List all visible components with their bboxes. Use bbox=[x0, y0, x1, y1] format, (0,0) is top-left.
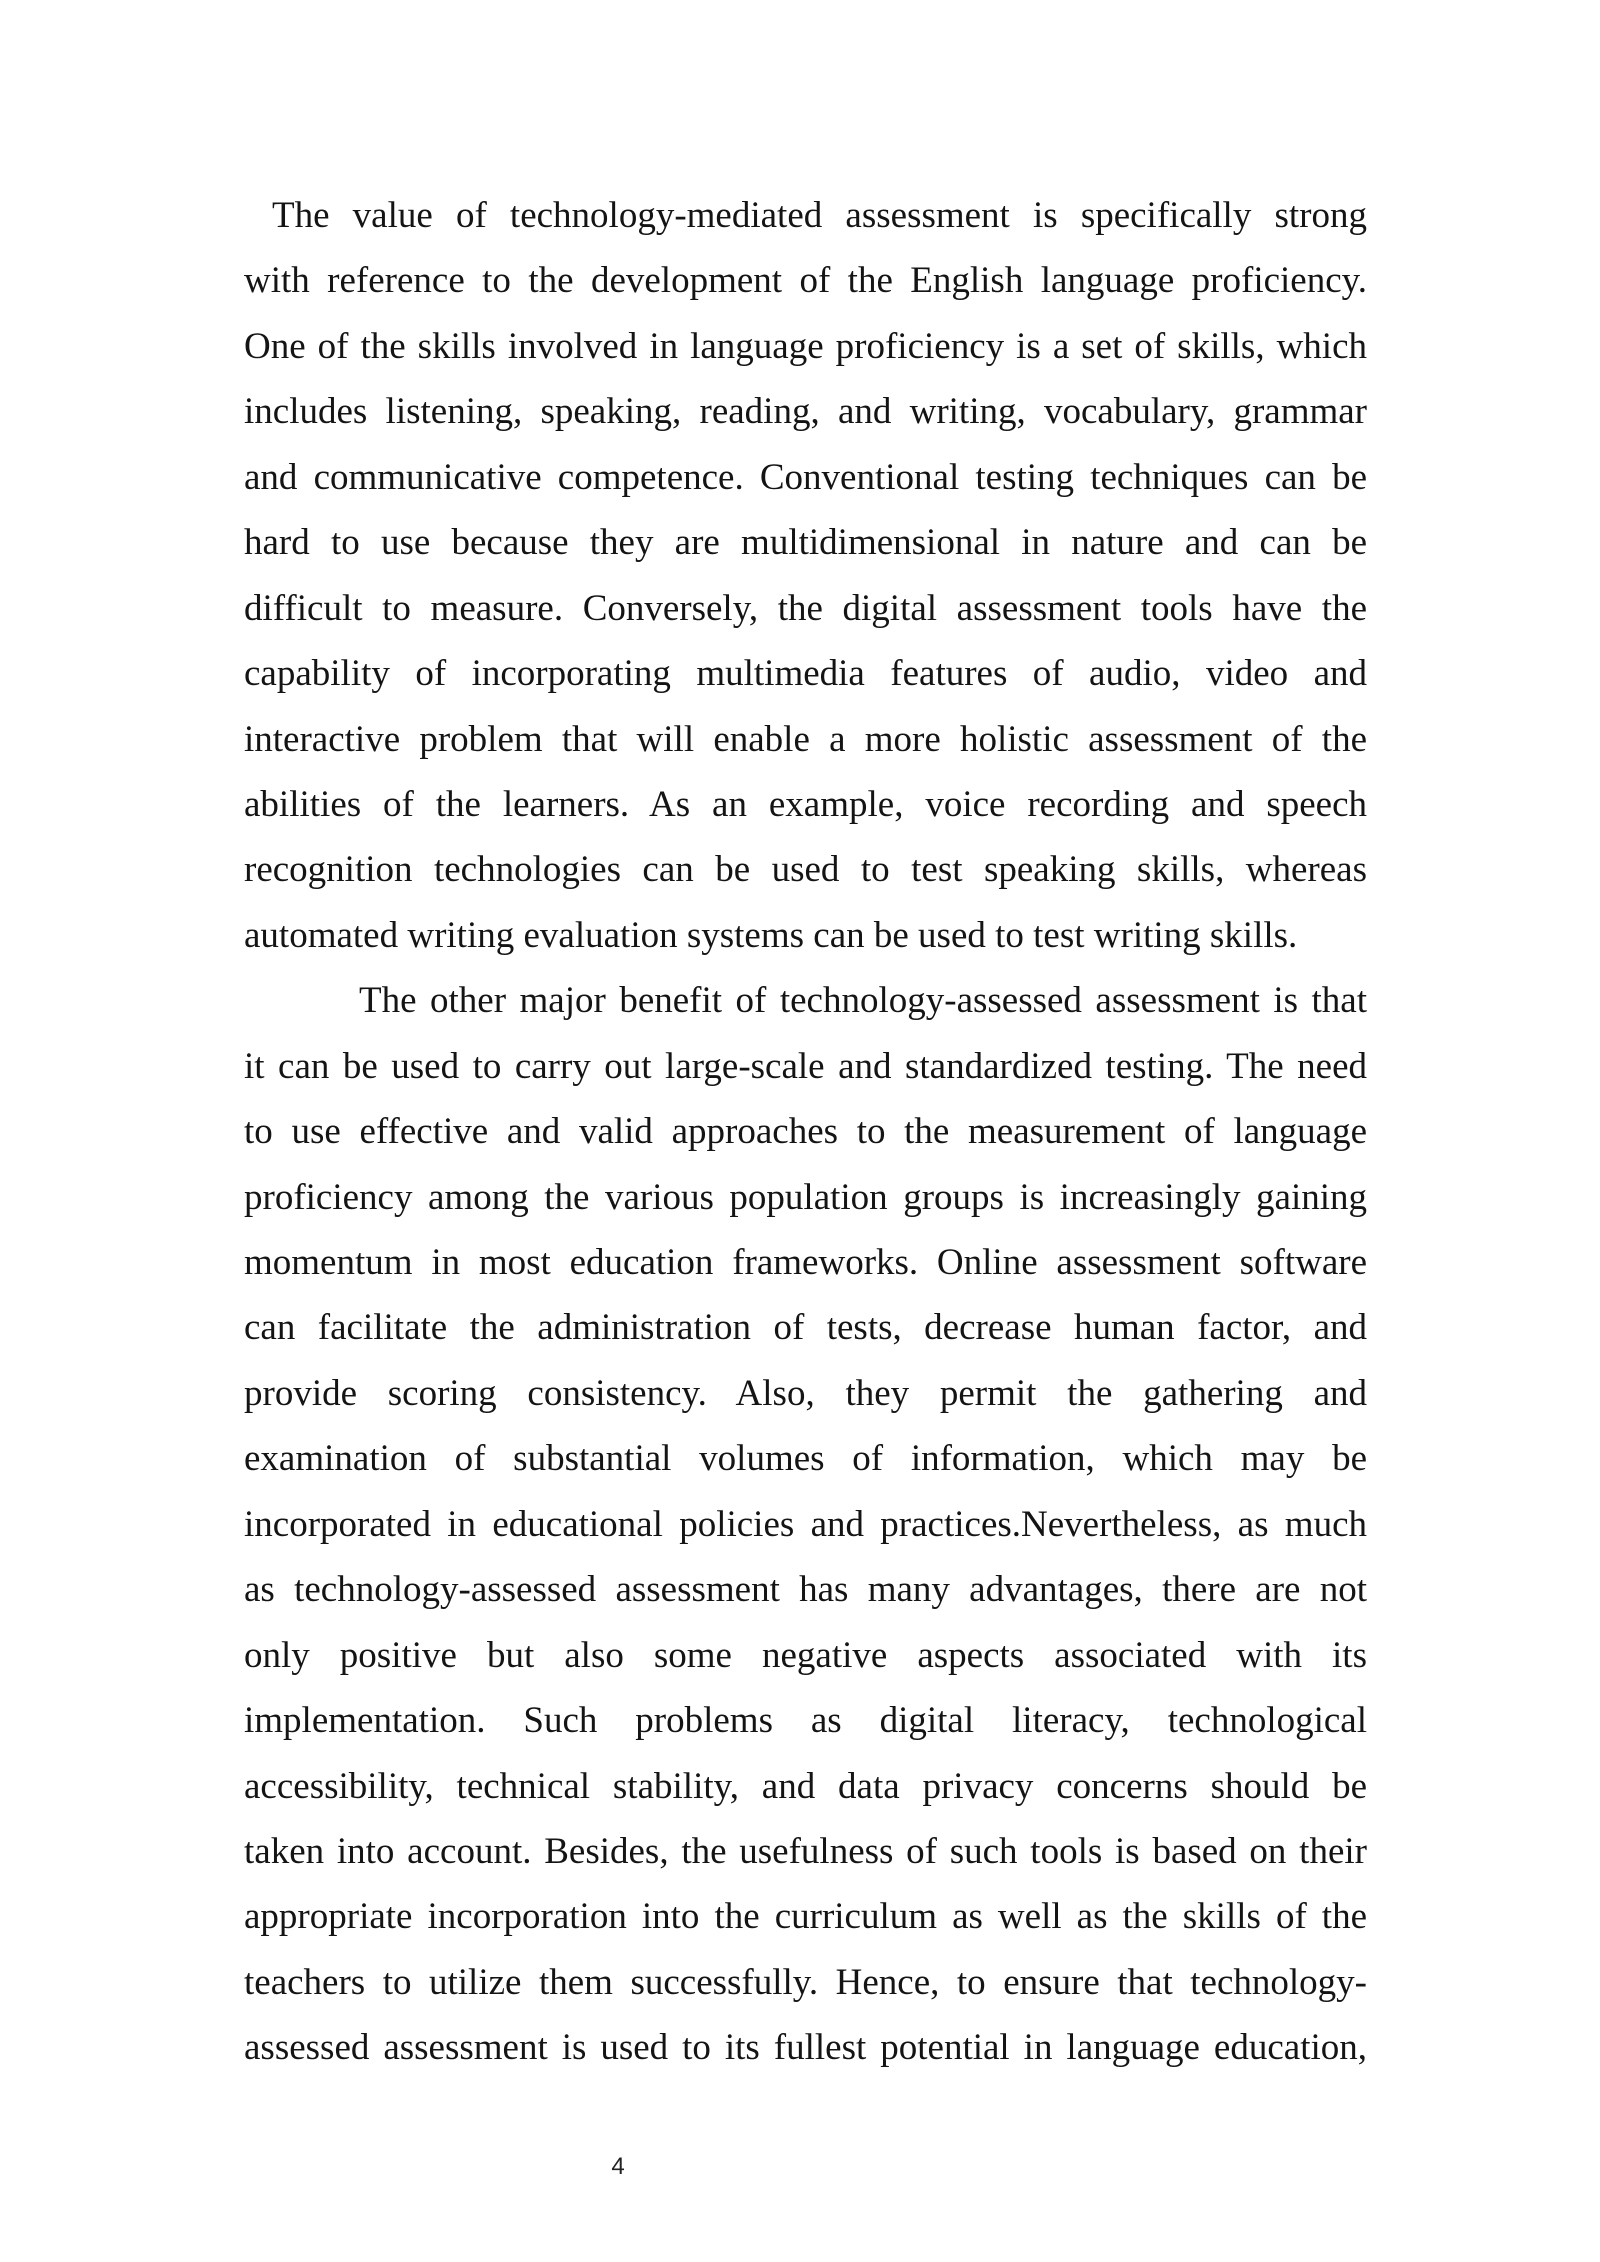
text-line-last: automated writing evaluation systems can be used to test writing skills. bbox=[244, 914, 1298, 956]
text-line: implementation. Such problems as digital literacy, technological bbox=[244, 1700, 1367, 1742]
text-line: momentum in most education frameworks. Online assessment software bbox=[244, 1242, 1367, 1283]
text-line: accessibility, technical stability, and data privacy concerns should be bbox=[244, 1765, 1367, 1807]
text-line: can facilitate the administration of tests, decrease human factor, and bbox=[244, 1307, 1367, 1349]
text-line: as technology-assessed assessment has many advantages, there are not bbox=[244, 1569, 1367, 1611]
text-line: only positive but also some negative aspects associated with its bbox=[244, 1634, 1367, 1676]
text-line: The value of technology-mediated assessment is specifically strong bbox=[272, 195, 1367, 236]
text-line: taken into account. Besides, the usefulness of such tools is based on their bbox=[244, 1830, 1367, 1872]
text-line: teachers to utilize them successfully. Hence, to ensure that technology- bbox=[244, 1961, 1367, 2003]
text-line: interactive problem that will enable a more holistic assessment of the bbox=[244, 718, 1367, 760]
text-line: examination of substantial volumes of information, which may be bbox=[244, 1438, 1367, 1480]
text-line: abilities of the learners. As an example, voice recording and speech bbox=[244, 783, 1367, 825]
text-line: includes listening, speaking, reading, and writing, vocabulary, grammar bbox=[244, 391, 1367, 433]
page-number: 4 bbox=[611, 2153, 625, 2180]
text-line: capability of incorporating multimedia features of audio, video and bbox=[244, 653, 1367, 695]
paragraph-1 bbox=[244, 183, 1367, 968]
text-line: it can be used to carry out large-scale and standardized testing. The need bbox=[244, 1045, 1367, 1087]
text-line: The other major benefit of technology-assessed assessment is that bbox=[359, 980, 1367, 1022]
body-text bbox=[244, 183, 1367, 2081]
text-line: with reference to the development of the English language proficiency. bbox=[244, 260, 1367, 302]
text-line: provide scoring consistency. Also, they permit the gathering and bbox=[244, 1372, 1367, 1414]
text-line: hard to use because they are multidimensional in nature and can be bbox=[244, 522, 1367, 564]
text-line: appropriate incorporation into the curriculum as well as the skills of the bbox=[244, 1896, 1367, 1938]
paragraph-2 bbox=[244, 968, 1367, 2080]
text-line: and communicative competence. Conventional testing techniques can be bbox=[244, 456, 1367, 498]
text-line: recognition technologies can be used to test speaking skills, whereas bbox=[244, 849, 1367, 891]
text-line: difficult to measure. Conversely, the digital assessment tools have the bbox=[244, 587, 1367, 629]
text-line: One of the skills involved in language proficiency is a set of skills, which bbox=[244, 325, 1367, 367]
text-line: incorporated in educational policies and practices.Nevertheless, as much bbox=[244, 1503, 1367, 1545]
text-line: assessed assessment is used to its fullest potential in language education, bbox=[244, 2027, 1367, 2069]
text-line: to use effective and valid approaches to the measurement of language bbox=[244, 1111, 1367, 1153]
text-line: proficiency among the various population groups is increasingly gaining bbox=[244, 1176, 1367, 1218]
